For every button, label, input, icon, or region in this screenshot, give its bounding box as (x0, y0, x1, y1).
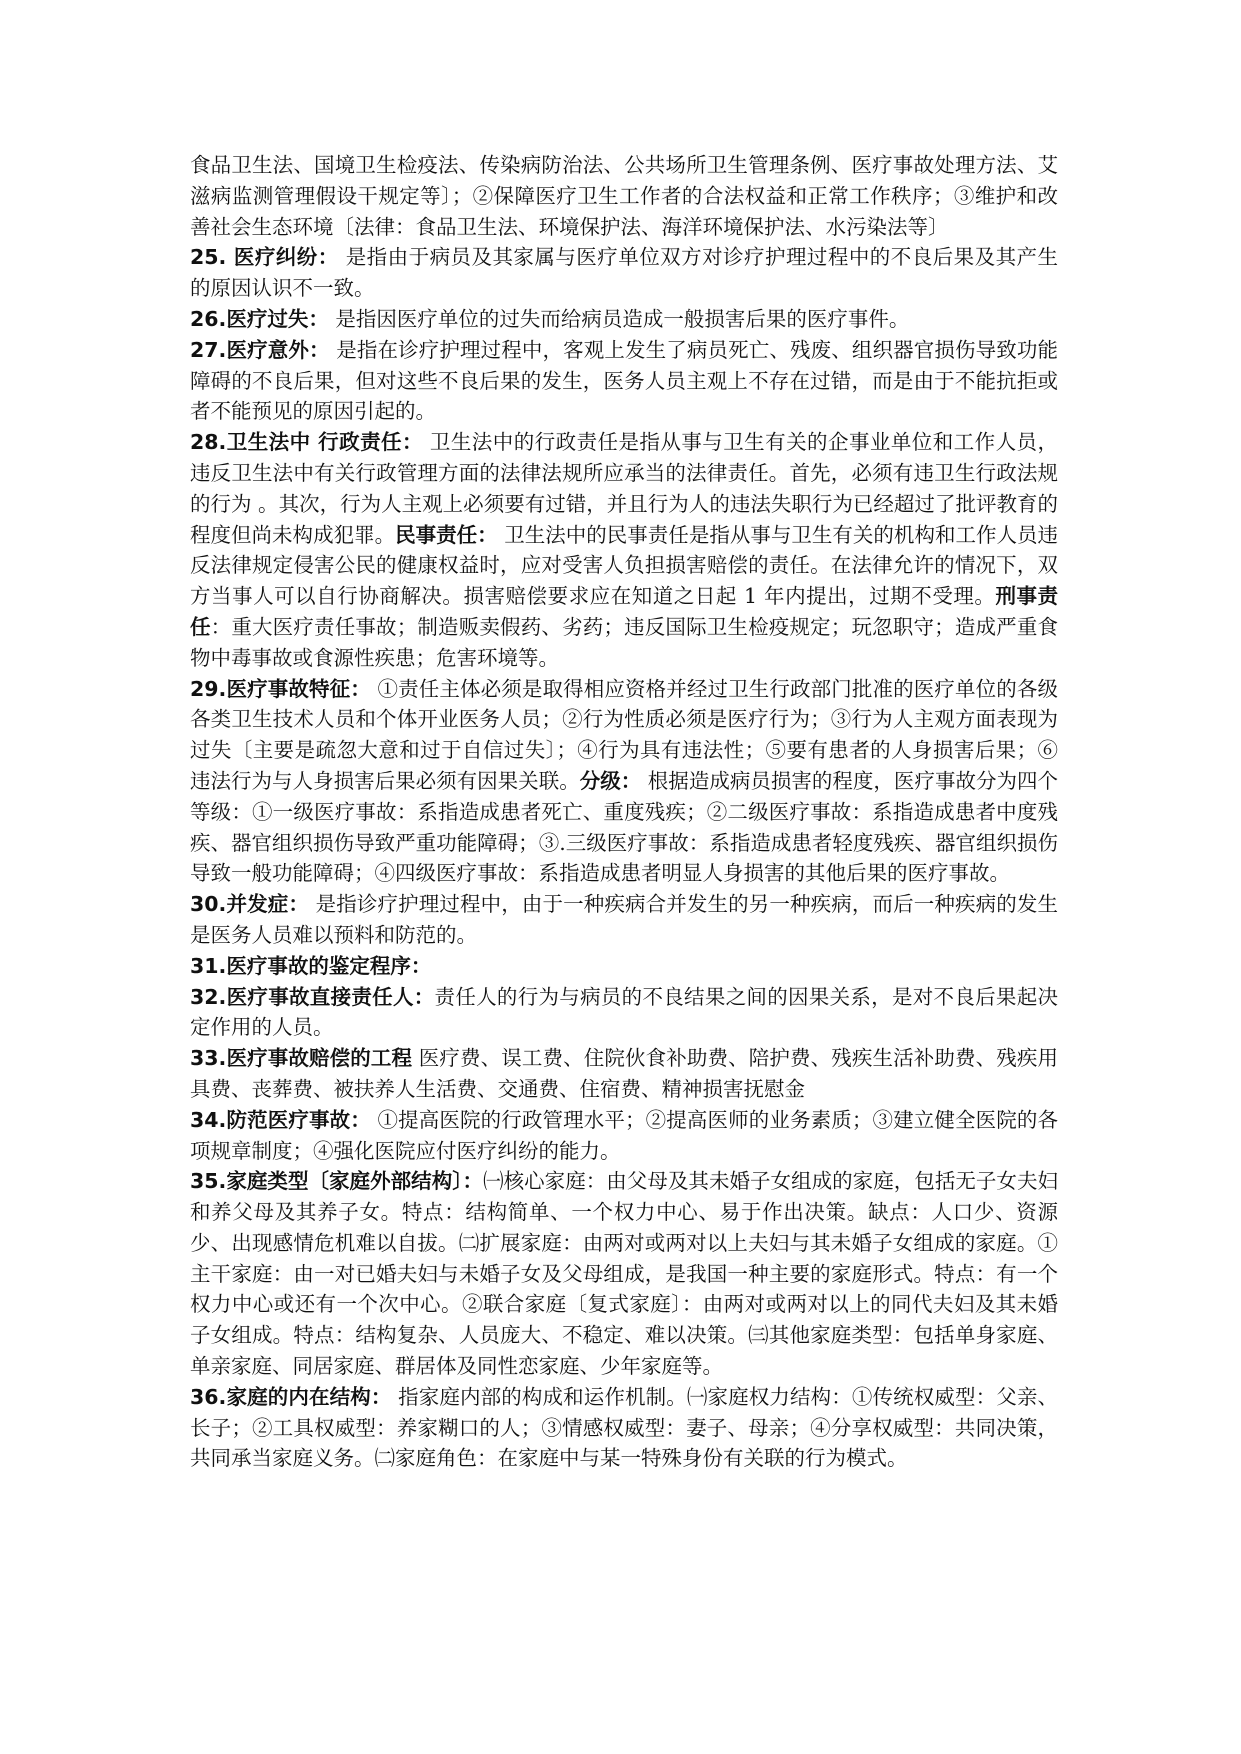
term-heading: 25. 医疗纠纷： (190, 245, 339, 270)
term-heading: 28.卫生法中 行政责任： (190, 430, 423, 455)
term-heading: 34.防范医疗事故： (190, 1107, 371, 1132)
term-heading: 33.医疗事故赔偿的工程 (190, 1046, 413, 1071)
paragraph-33 (190, 1043, 1058, 1105)
term-heading: 27.医疗意外： (190, 337, 330, 362)
paragraph-28 (190, 427, 1058, 673)
paragraph-text: 食品卫生法、国境卫生检疫法、传染病防治法、公共场所卫生管理条例、医疗事故处理方法、艾滋病监测管理假设干规定等〕；②保障医疗卫生工作者的合法权益和正常工作秩序；③维护和改善社会生态环境〔法律：食品卫生法、环境保护法、海洋环境保护法、水污染法等〕 (190, 153, 1058, 239)
term-heading: 36.家庭的内在结构： (190, 1384, 392, 1409)
paragraph-31 (190, 951, 1058, 982)
paragraph-text: 医疗费、误工费、住院伙食补助费、陪护费、残疾生活补助费、残疾用具费、丧葬费、被扶养人生活费、交通费、住宿费、精神损害抚慰金 (190, 1046, 1058, 1101)
term-heading-criminal: 刑事责任 (190, 584, 1059, 639)
term-heading: 30.并发症： (190, 892, 309, 917)
term-heading-grading: 分级： (579, 768, 642, 793)
paragraph-text: 是指诊疗护理过程中，由于一种疾病合并发生的另一种疾病，而后一种疾病的发生是医务人员难以预料和防范的。 (190, 892, 1058, 947)
paragraph-32 (190, 982, 1058, 1044)
paragraph-text: 是指由于病员及其家属与医疗单位双方对诊疗护理过程中的不良后果及其产生的原因认识不一致。 (190, 245, 1059, 301)
paragraph-text-grading: 根据造成病员损害的程度，医疗事故分为四个等级：①一级医疗事故：系指造成患者死亡、重度残疾；②二级医疗事故：系指造成患者中度残疾、器官组织损伤导致严重功能障碍；③.三级医疗事故：系指造成患者轻度残疾、器官组织损伤导致一般功能障碍；④四级医疗事故：系指造成患者明显人身损害的其他后果的医疗事故。 (190, 768, 1059, 886)
paragraph-27 (190, 335, 1058, 427)
paragraph-36 (190, 1382, 1058, 1474)
paragraph-text: ①责任主体必须是取得相应资格并经过卫生行政部门批准的医疗单位的各级各类卫生技术人员和个体开业医务人员；②行为性质必须是医疗行为；③行为人主观方面表现为过失〔主要是疏忽大意和过于自信过失〕；④行为具有违法性；⑤要有患者的人身损害后果；⑥违法行为与人身损害后果必须有因果关联。 (190, 676, 1058, 793)
paragraph-text-civil: 卫生法中的民事责任是指从事与卫生有关的机构和工作人员违反法律规定侵害公民的健康权益时，应对受害人负担损害赔偿的责任。在法律允许的情况下，双方当事人可以自行协商解决。损害赔偿要求应在知道之日起 1 年内提出，过期不受理。 (190, 522, 1059, 609)
paragraph-text: 指家庭内部的构成和运作机制。㈠家庭权力结构：①传统权威型：父亲、长子；②工具权威型：养家糊口的人；③情感权威型：妻子、母亲；④分享权威型：共同决策，共同承当家庭义务。㈡家庭角色：在家庭中与某一特殊身份有关联的行为模式。 (190, 1384, 1058, 1471)
paragraph-text: ㈠核心家庭：由父母及其未婚子女组成的家庭，包括无子女夫妇和养父母及其养子女。特点：结构简单、一个权力中心、易于作出决策。缺点：人口少、资源少、出现感情危机难以自拔。㈡扩展家庭：由两对或两对以上夫妇与其未婚子女组成的家庭。①主干家庭：由一对已婚夫妇与未婚子女及父母组成，是我国一种主要的家庭形式。特点：有一个权力中心或还有一个次中心。②联合家庭〔复式家庭〕：由两对或两对以上的同代夫妇及其未婚子女组成。特点：结构复杂、人员庞大、不稳定、难以决策。㈢其他家庭类型：包括单身家庭、单亲家庭、同居家庭、群居体及同性恋家庭、少年家庭等。 (190, 1169, 1058, 1379)
term-heading-civil: 民事责任： (395, 522, 498, 547)
paragraph-intro (190, 150, 1058, 242)
paragraph-35 (190, 1166, 1058, 1382)
paragraph-text-criminal: ：重大医疗责任事故；制造贩卖假药、劣药；违反国际卫生检疫规定；玩忽职守；造成严重食物中毒事故或食源性疾患；危害环境等。 (190, 614, 1058, 670)
term-heading: 26.医疗过失： (190, 306, 329, 331)
document-page (190, 150, 1058, 1474)
paragraph-29 (190, 674, 1058, 890)
term-heading: 29.医疗事故特征： (190, 676, 371, 701)
paragraph-25 (190, 242, 1058, 304)
paragraph-30 (190, 889, 1058, 951)
paragraph-34 (190, 1105, 1058, 1167)
paragraph-text: 卫生法中的行政责任是指从事与卫生有关的企事业单位和工作人员，违反卫生法中有关行政管理方面的法律法规所应承当的法律责任。首先，必须有违卫生行政法规的行为 。其次，行为人主观上必须要有过错，并且行为人的违法失职行为已经超过了批评教育的程度但尚未构成犯罪。 (190, 430, 1059, 547)
paragraph-text: 是指因医疗单位的过失而给病员造成一般损害后果的医疗事件。 (328, 306, 910, 331)
paragraph-text: 责任人的行为与病员的不良结果之间的因果关系，是对不良后果起决定作用的人员。 (190, 984, 1058, 1040)
paragraph-text: ①提高医院的行政管理水平；②提高医师的业务素质；③建立健全医院的各项规章制度；④强化医院应付医疗纠纷的能力。 (190, 1107, 1058, 1163)
paragraph-text: 是指在诊疗护理过程中，客观上发生了病员死亡、残废、组织器官损伤导致功能障碍的不良后果，但对这些不良后果的发生，医务人员主观上不存在过错，而是由于不能抗拒或者不能预见的原因引起的。 (190, 337, 1058, 424)
term-heading: 32.医疗事故直接责任人： (190, 984, 435, 1009)
term-heading: 35.家庭类型〔家庭外部结构〕： (190, 1169, 484, 1194)
term-heading: 31.医疗事故的鉴定程序： (190, 953, 432, 978)
paragraph-26 (190, 304, 1058, 335)
